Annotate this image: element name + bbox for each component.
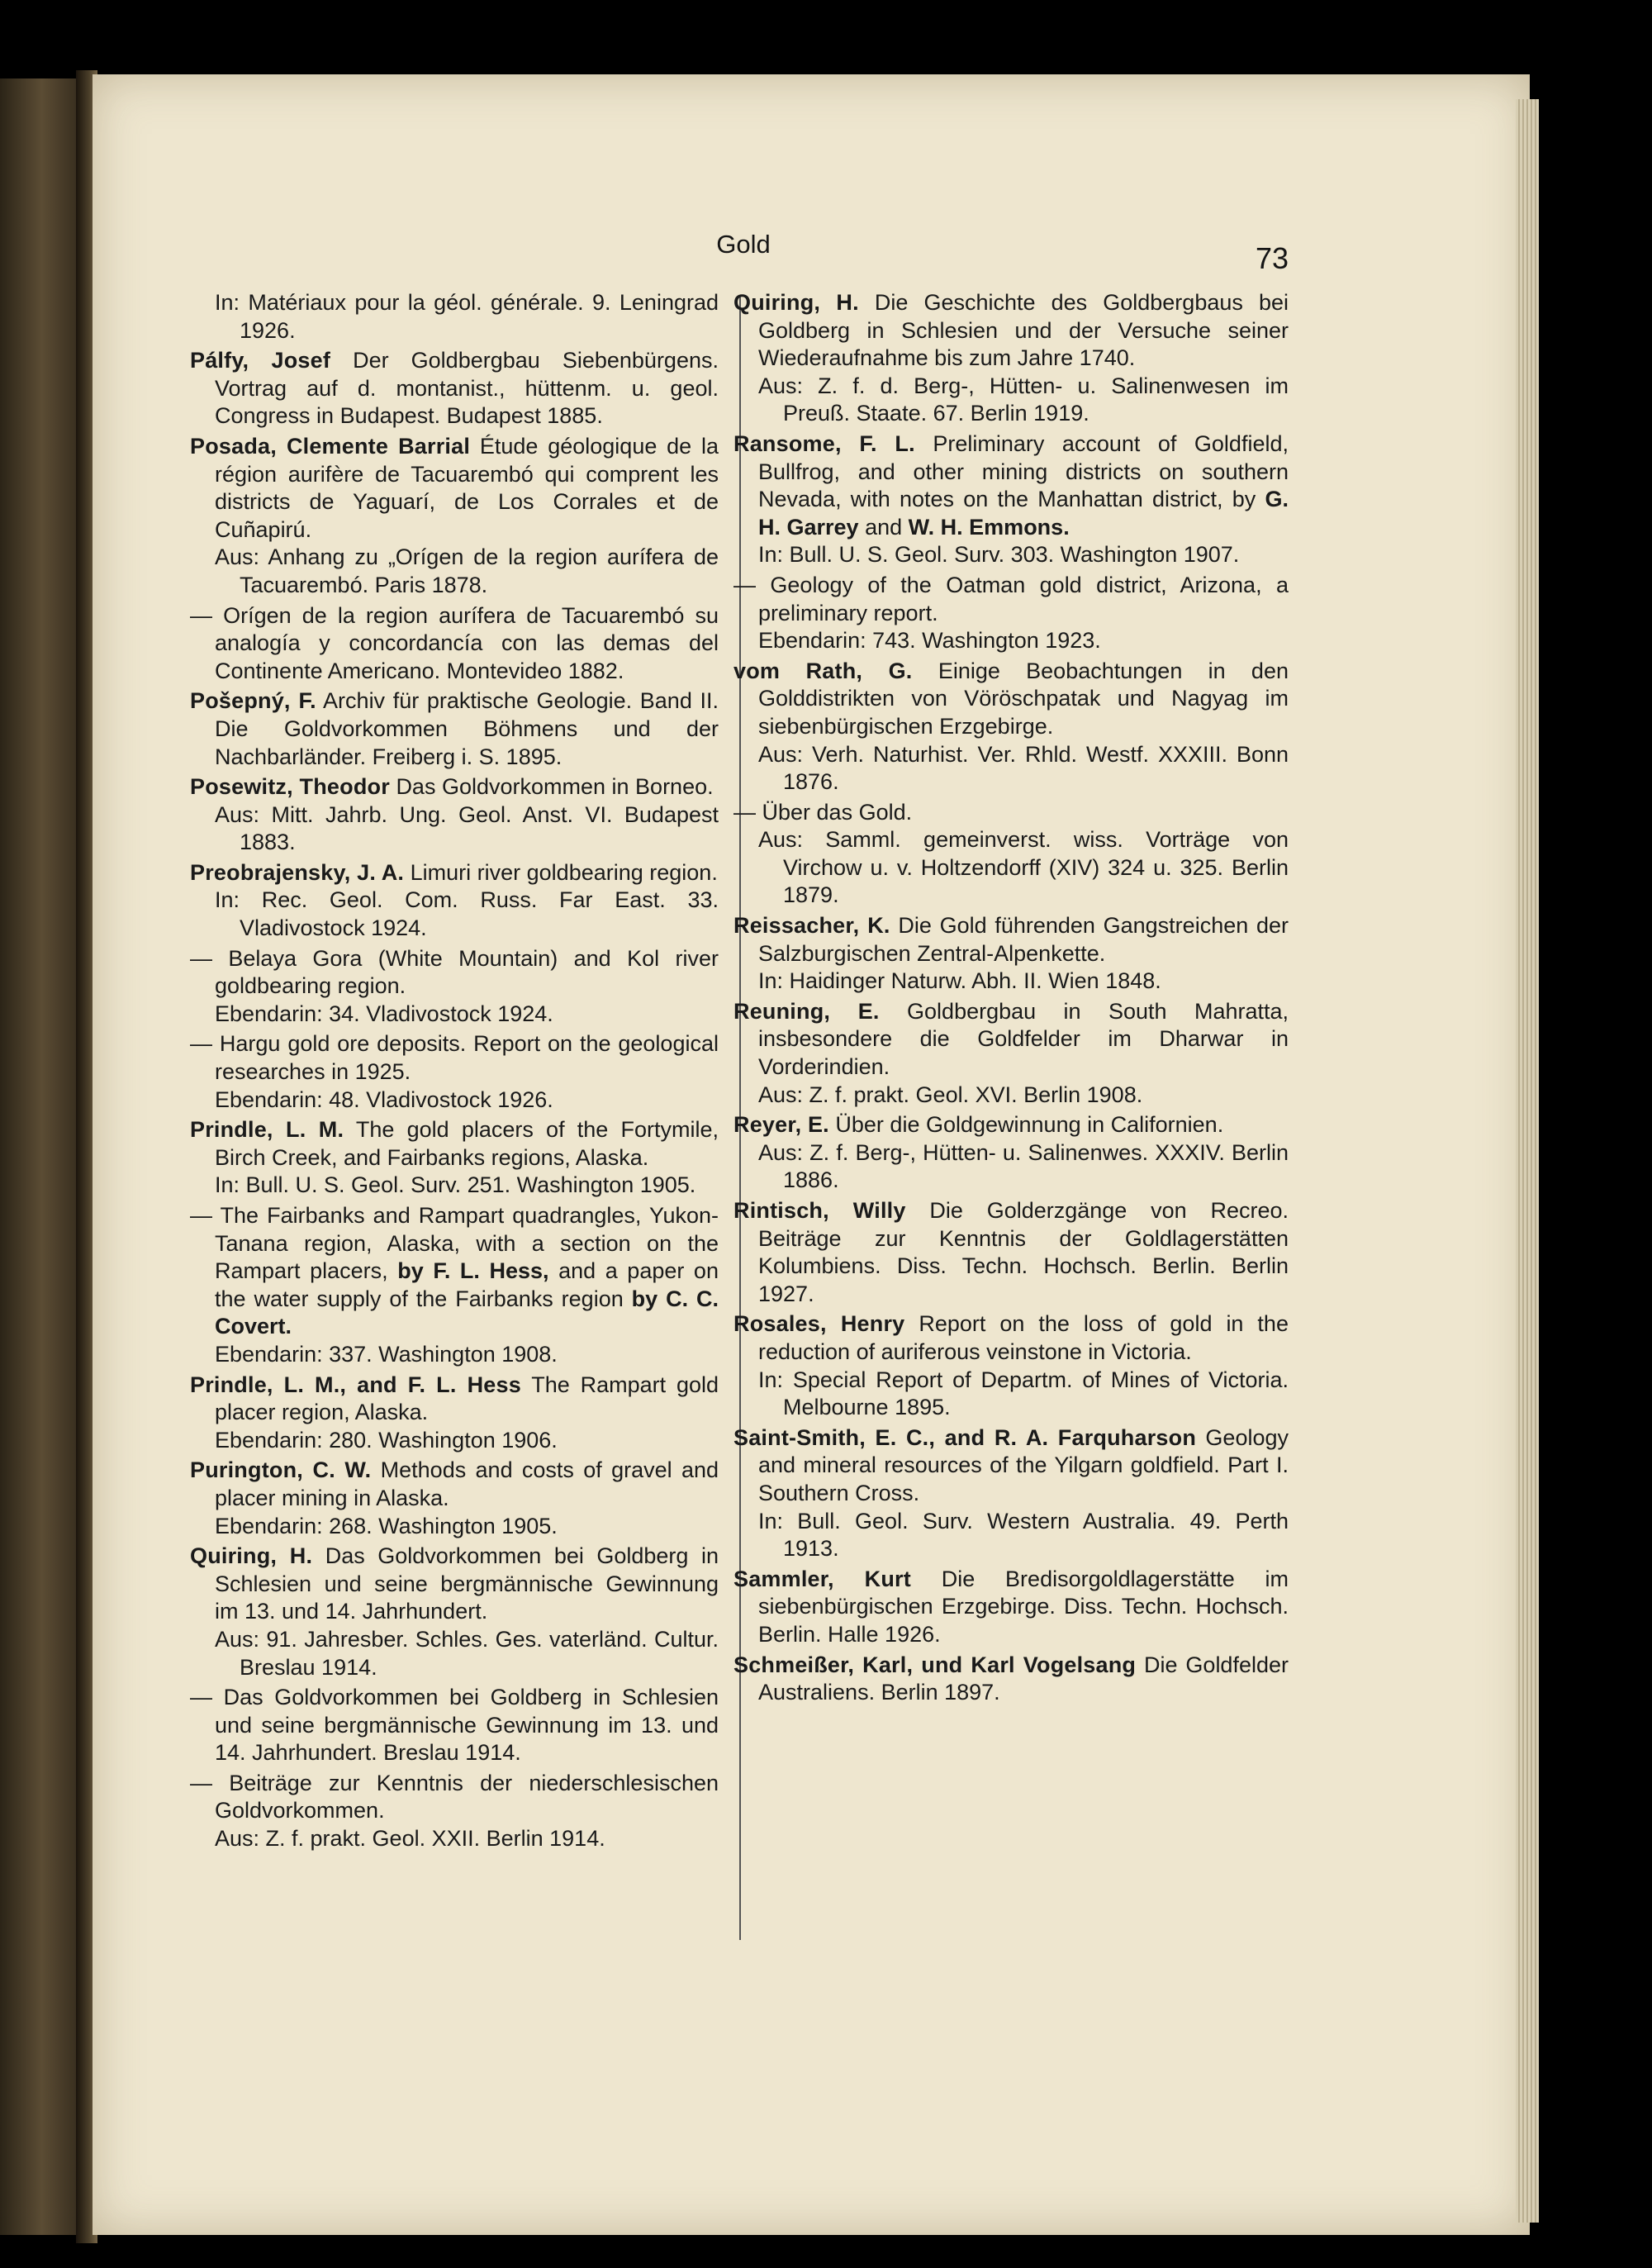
entry-title: Der Goldbergbau Siebenbürgens. Vortrag auf d. montanist., hüttenm. u. geol. Congress in Budapest. Budapest 1885. xyxy=(215,348,719,429)
entry-title: Geology of the Oatman gold district, Arizona, a preliminary report. xyxy=(758,572,1289,625)
entry-title: Preliminary account of Goldfield, Bullfrog, and other mining districts on southern Nevada, with notes on the Manhattan district, by xyxy=(758,430,1289,512)
entry-source: Aus: Mitt. Jahrb. Ung. Geol. Anst. VI. Budapest 1883. xyxy=(215,801,719,855)
entry-source: In: Haidinger Naturw. Abh. II. Wien 1848. xyxy=(758,968,1161,994)
entry-source: In: Matériaux pour la géol. générale. 9. Leningrad 1926. xyxy=(215,290,719,343)
bibliography-entry xyxy=(190,433,719,600)
entry-author: Posewitz, Theodor xyxy=(190,774,390,800)
entry-author: Sammler, Kurt xyxy=(733,1566,911,1591)
bibliography-entry xyxy=(190,347,719,430)
entry-source: Ebendarin: 48. Vladivostock 1926. xyxy=(215,1086,553,1112)
entry-author: Prindle, L. M., and F. L. Hess xyxy=(190,1372,521,1397)
entry-source: Ebendarin: 337. Washington 1908. xyxy=(215,1341,558,1367)
entry-source: In: Bull. U. S. Geol. Surv. 251. Washington 1905. xyxy=(215,1172,696,1198)
entry-title: The gold placers of the Fortymile, Birch Creek, and Fairbanks regions, Alaska. xyxy=(215,1117,719,1170)
entry-author: Pálfy, Josef xyxy=(190,348,331,373)
bibliography-entry xyxy=(733,799,1289,910)
bibliography-entry xyxy=(190,1457,719,1540)
running-head: Gold xyxy=(716,230,771,259)
entry-source: Aus: Z. f. d. Berg-, Hütten- u. Salinenwesen im Preuß. Staate. 67. Berlin 1919. xyxy=(758,373,1289,426)
entry-author: — xyxy=(190,602,212,628)
entry-source: Ebendarin: 743. Washington 1923. xyxy=(758,628,1101,654)
entry-author: Ransome, F. L. xyxy=(733,430,915,456)
entry-author: — xyxy=(733,799,756,825)
entry-source: In: Special Report of Departm. of Mines of Victoria. Melbourne 1895. xyxy=(758,1367,1289,1420)
bibliography-entry xyxy=(190,773,719,857)
entry-title: Die Golderzgänge von Recreo. Beiträge zur Kenntnis der Goldlagerstätten Kolumbiens. Diss. Techn. Hochsch. Berlin. Berlin 1927. xyxy=(758,1198,1289,1306)
entry-source: Aus: Verh. Naturhist. Ver. Rhld. Westf. XXXIII. Bonn 1876. xyxy=(758,741,1289,795)
entry-title: Report on the loss of gold in the reduction of auriferous veinstone in Victoria. xyxy=(758,1311,1289,1364)
entry-author: Quiring, H. xyxy=(190,1543,313,1569)
entry-source: Aus: Anhang zu „Orígen de la region aurífera de Tacuarembó. Paris 1878. xyxy=(215,544,719,597)
bibliography-entry xyxy=(190,1684,719,1767)
entry-author: Reyer, E. xyxy=(733,1112,829,1138)
entry-title: Étude géologique de la région aurifère de Tacuarembó qui comprent les districts de Yaguarí, de Los Corrales et de Cuñapirú. xyxy=(215,433,719,542)
right-column xyxy=(733,289,1289,1709)
entry-author: Rintisch, Willy xyxy=(733,1198,906,1223)
bibliography-entry xyxy=(733,912,1289,996)
entry-source: Aus: Z. f. prakt. Geol. XVI. Berlin 1908. xyxy=(758,1082,1143,1107)
entry-author: — xyxy=(190,1031,212,1057)
bibliography-entry xyxy=(733,430,1289,569)
bibliography-entry xyxy=(190,1770,719,1853)
bibliography-entry xyxy=(733,1197,1289,1308)
entry-title: Goldbergbau in South Mahratta, insbesondere die Goldfelder im Dharwar in Vorderindien. xyxy=(758,998,1289,1080)
entry-source: Aus: Z. f. prakt. Geol. XXII. Berlin 1914. xyxy=(215,1826,605,1852)
entry-source: Aus: 91. Jahresber. Schles. Ges. vaterländ. Cultur. Breslau 1914. xyxy=(215,1626,719,1680)
entry-author: Quiring, H. xyxy=(733,290,859,315)
entry-coauthor: G. H. Garrey xyxy=(758,487,1289,540)
entry-author: Reuning, E. xyxy=(733,998,880,1024)
bibliography-entry xyxy=(733,1566,1289,1649)
bibliography-entry xyxy=(733,658,1289,796)
bibliography-entry xyxy=(190,1202,719,1369)
bibliography-entry xyxy=(190,602,719,686)
entry-title: Archiv für praktische Geologie. Band II. Die Goldvorkommen Böhmens und der Nachbarländer. Freiberg i. S. 1895. xyxy=(215,688,719,769)
bibliography-entry xyxy=(733,572,1289,655)
page-number: 73 xyxy=(1255,241,1289,275)
entry-source: Ebendarin: 280. Washington 1906. xyxy=(215,1427,558,1453)
entry-source: Ebendarin: 34. Vladivostock 1924. xyxy=(215,1001,553,1026)
entry-source: In: Bull. U. S. Geol. Surv. 303. Washington 1907. xyxy=(758,542,1240,568)
entry-author: Reissacher, K. xyxy=(733,913,890,939)
entry-author: Rosales, Henry xyxy=(733,1311,905,1337)
entry-author: — xyxy=(733,572,756,597)
entry-source: Ebendarin: 268. Washington 1905. xyxy=(215,1513,558,1538)
entry-title: Die Goldfelder Australiens. Berlin 1897. xyxy=(758,1652,1289,1705)
entry-author: — xyxy=(190,945,212,971)
entry-title: Das Goldvorkommen bei Goldberg in Schlesien und seine bergmännische Gewinnung im 13. und 14. Jahrhundert. Breslau 1914. xyxy=(215,1685,719,1766)
bibliography-entry xyxy=(733,1424,1289,1563)
entry-author: Prindle, L. M. xyxy=(190,1117,344,1143)
bibliography-entry xyxy=(190,945,719,1029)
bibliography-entry xyxy=(733,1652,1289,1707)
entry-author: Preobrajensky, J. A. xyxy=(190,859,405,885)
entry-title: Limuri river goldbearing region. xyxy=(410,859,718,885)
left-column xyxy=(190,289,719,1856)
entry-title: Die Gold führenden Gangstreichen der Salzburgischen Zentral-Alpenkette. xyxy=(758,913,1289,966)
entry-source: Aus: Z. f. Berg-, Hütten- u. Salinenwes. XXXIV. Berlin 1886. xyxy=(758,1139,1289,1193)
entry-author: — xyxy=(190,1203,212,1228)
bibliography-entry xyxy=(190,1543,719,1681)
entry-author: Purington, C. W. xyxy=(190,1457,372,1483)
entry-author: Schmeißer, Karl, und Karl Vogelsang xyxy=(733,1652,1137,1677)
entry-title: Über das Gold. xyxy=(762,799,913,825)
entry-author: — xyxy=(190,1770,212,1795)
entry-source: In: Rec. Geol. Com. Russ. Far East. 33. Vladivostock 1924. xyxy=(215,887,719,941)
entry-title: Methods and costs of gravel and placer mining in Alaska. xyxy=(215,1457,719,1510)
bibliography-entry xyxy=(190,1030,719,1114)
entry-author: Pošepný, F. xyxy=(190,688,316,714)
entry-coauthor: by C. C. Covert. xyxy=(215,1286,719,1339)
entry-title: Die Geschichte des Goldbergbaus bei Goldberg in Schlesien und der Versuche seiner Wiederaufnahme bis zum Jahre 1740. xyxy=(758,290,1289,371)
entry-author: Saint-Smith, E. C., and R. A. Farquharson xyxy=(733,1424,1197,1450)
left-page-edge xyxy=(0,78,76,2235)
entry-title: The Fairbanks and Rampart quadrangles, Yukon-Tanana region, Alaska, with a section on the Rampart placers, xyxy=(215,1203,719,1284)
bibliography-entry xyxy=(190,289,719,345)
entry-source: Aus: Samml. gemeinverst. wiss. Vorträge von Virchow u. v. Holtzendorff (XIV) 324 u. 325. Berlin 1879. xyxy=(758,827,1289,908)
entry-title: Geology and mineral resources of the Yilgarn goldfield. Part I. Southern Cross. xyxy=(758,1424,1289,1505)
entry-title: Das Goldvorkommen in Borneo. xyxy=(396,774,714,800)
entry-author: vom Rath, G. xyxy=(733,658,913,683)
entry-title-cont: and a paper on the water supply of the Fairbanks region xyxy=(215,1258,719,1311)
entry-author: Posada, Clemente Barrial xyxy=(190,433,471,459)
bibliography-entry xyxy=(190,859,719,943)
entry-author: — xyxy=(190,1685,212,1710)
entry-title: Über die Goldgewinnung in Californien. xyxy=(835,1112,1224,1138)
bibliography-entry xyxy=(733,1111,1289,1195)
entry-title: Belaya Gora (White Mountain) and Kol river goldbearing region. xyxy=(215,945,719,999)
bibliography-entry xyxy=(190,1116,719,1200)
entry-title: Orígen de la region aurífera de Tacuarembó su analogía y concordancía con las demas del Continente Americano. Montevideo 1882. xyxy=(215,602,719,683)
entry-title: Das Goldvorkommen bei Goldberg in Schlesien und seine bergmännische Gewinnung im 13. und 14. Jahrhundert. xyxy=(215,1543,719,1624)
bibliography-entry xyxy=(733,1310,1289,1421)
bibliography-entry xyxy=(190,687,719,771)
entry-coauthor: by F. L. Hess, xyxy=(397,1258,549,1284)
page-stack-edge xyxy=(1516,99,1539,2223)
entry-title: Hargu gold ore deposits. Report on the geological researches in 1925. xyxy=(215,1031,719,1085)
entry-title: Die Bredisorgoldlagerstätte im siebenbürgischen Erzgebirge. Diss. Techn. Hochsch. Berlin. Halle 1926. xyxy=(758,1566,1289,1647)
bibliography-entry xyxy=(190,1372,719,1455)
entry-source: In: Bull. Geol. Surv. Western Australia. 49. Perth 1913. xyxy=(758,1508,1289,1562)
entry-coauthor: W. H. Emmons. xyxy=(908,514,1070,540)
entry-title: Einige Beobachtungen in den Golddistrikten von Vöröschpatak und Nagyag im siebenbürgischen Erzgebirge. xyxy=(758,658,1289,739)
bibliography-entry xyxy=(733,998,1289,1109)
entry-title-cont: and xyxy=(865,514,903,540)
bibliography-entry xyxy=(733,289,1289,428)
entry-title: Beiträge zur Kenntnis der niederschlesischen Goldvorkommen. xyxy=(215,1770,719,1823)
entry-title: The Rampart gold placer region, Alaska. xyxy=(215,1372,719,1425)
